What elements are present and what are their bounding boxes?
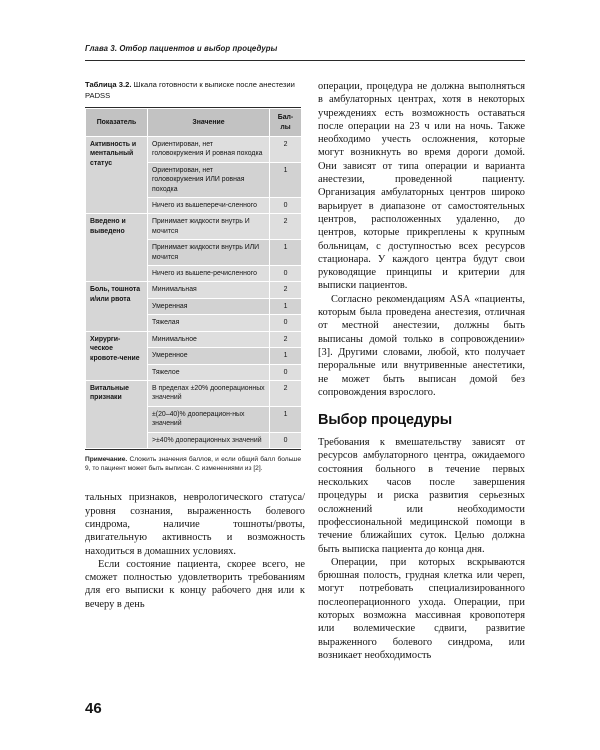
table-row xyxy=(86,282,302,298)
paragraph-right-3: Требования к вмешательству зависят от ресурсов амбулаторного центра, ожидаемого состояния больного в течение первых нескольких часов после завершения процедуры и риска развития серьезных осложнений или необходимости профессиональной медицинской помощи в течение ближайших суток. Целью должна быть выписка пациента до конца дня. xyxy=(318,437,525,555)
table-row xyxy=(86,214,302,240)
table-cell-value: Ориентирован, нет головокружения И ровная походка xyxy=(148,137,270,163)
table-header xyxy=(86,109,302,137)
right-column xyxy=(318,80,525,662)
paragraph-right-2: Согласно рекомендациям ASA «пациенты, которым была проведена анестезия, отличная от местной анестезии, должны быть выписаны домой только в сопровождении» [3]. Другими словами, любой, кто получает пероральные или внутривенные анестетики, не может быть выписан домой без сопровождения взрослого. xyxy=(318,293,525,398)
paragraph-left-1: тальных признаков, неврологического статуса/уровня сознания, выраженность болевого синдрома, наличие тошноты/рвоты, двигательную активность и возможность находиться в домашних условиях. xyxy=(85,492,305,557)
table-note-label: Примечание. xyxy=(85,455,128,463)
table-cell-value: Тяжелая xyxy=(148,315,270,331)
table-cell-points: 2 xyxy=(270,214,302,240)
table-cell-points: 2 xyxy=(270,282,302,298)
table-row xyxy=(86,331,302,347)
table-row xyxy=(86,380,302,406)
table-cell-points: 1 xyxy=(270,406,302,432)
table-cell-points: 0 xyxy=(270,364,302,380)
table-note-text: Сложить значения баллов, и если общий балл больше 9, то пациент может быть выписан. С изменениями из [2]. xyxy=(85,455,301,473)
table-header-value: Значение xyxy=(148,109,270,137)
paragraph-left-2: Если состояние пациента, скорее всего, не сможет полностью удовлетворить требованиям для его выписки к концу рабочего дня или к вечеру в день xyxy=(85,558,305,610)
table-cell-parameter: Боль, тошнота и/или рвота xyxy=(86,282,148,331)
table-header-parameter: Показатель xyxy=(86,109,148,137)
table-cell-points: 2 xyxy=(270,380,302,406)
table-cell-points: 0 xyxy=(270,198,302,214)
left-column xyxy=(85,80,305,611)
table-row xyxy=(86,137,302,163)
table-header-points xyxy=(270,109,302,137)
table-caption-text: Шкала готовности к выписке после анестезии PADSS xyxy=(85,80,295,100)
running-head-rule xyxy=(85,60,525,61)
paragraph-right-4: Операции, при которых вскрываются брюшная полость, грудная клетка или череп, могут потребовать специализированного послеоперационного ухода. Операции, при которых возможна массивная кровопотеря или волемические сдвиги, развитие выраженного болевого синдрома, или возникает необходимость xyxy=(318,556,525,661)
table-cell-value: Ориентирован, нет головокружения ИЛИ ровная походка xyxy=(148,162,270,197)
section-heading: Выбор процедуры xyxy=(318,412,452,429)
table-cell-value: Умеренная xyxy=(148,298,270,314)
table-cell-value: В пределах ±20% дооперационных значений xyxy=(148,380,270,406)
table-header-points-line1: Бал- xyxy=(277,114,294,122)
table-cell-value: >±40% дооперационных значений xyxy=(148,432,270,448)
table-cell-value: Принимает жидкости внутрь И мочится xyxy=(148,214,270,240)
table-cell-value: ±(20–40)% дооперацион-ных значений xyxy=(148,406,270,432)
table-cell-parameter: Введено и выведено xyxy=(86,214,148,282)
table-header-row xyxy=(86,109,302,137)
table-bottom-rule xyxy=(85,449,301,450)
table-cell-parameter: Витальные признаки xyxy=(86,380,148,448)
paragraph-right-1: операции, процедура не должна выполняться в амбулаторных центрах, хотя в некоторых учреждениях есть возможность оставаться после операции на 23 ч или на ночь. Также необходимо учесть осложнения, которые могут возникнуть во время дороги домой. Они зависят от типа операции и варианта анестезии, проведенной пациенту. Организация амбулаторных центров широко варьирует в диапазоне от самостоятельных центров, расположенных удаленно, до центров, которые прикреплены к крупным больницам, с доступностью всех ресурсов стационара. У каждого центра будут свои руководящие принципы и критерии для выписки пациентов. xyxy=(318,81,525,292)
table-cell-points: 1 xyxy=(270,348,302,364)
table-cell-value: Минимальное xyxy=(148,331,270,347)
table-cell-value: Ничего из вышеперечи-сленного xyxy=(148,198,270,214)
table-cell-points: 0 xyxy=(270,432,302,448)
left-body-text xyxy=(85,491,305,611)
table-cell-value: Умеренное xyxy=(148,348,270,364)
table-cell-points: 1 xyxy=(270,162,302,197)
table-cell-value: Минимальная xyxy=(148,282,270,298)
table-cell-points: 0 xyxy=(270,315,302,331)
table-cell-points: 2 xyxy=(270,331,302,347)
table-caption xyxy=(85,80,305,101)
running-head: Глава 3. Отбор пациентов и выбор процедуры xyxy=(85,44,278,53)
table-caption-label: Таблица 3.2. xyxy=(85,80,132,89)
page-number: 46 xyxy=(85,700,102,717)
table-cell-parameter: Активность и ментальный статус xyxy=(86,137,148,214)
padss-table xyxy=(85,108,302,449)
table-cell-points: 2 xyxy=(270,137,302,163)
table-cell-parameter: Хирурги-ческое кровоте-чение xyxy=(86,331,148,380)
table-cell-value: Тяжелое xyxy=(148,364,270,380)
table-cell-points: 0 xyxy=(270,266,302,282)
table-cell-points: 1 xyxy=(270,240,302,266)
table-cell-points: 1 xyxy=(270,298,302,314)
table-cell-value: Принимает жидкости внутрь ИЛИ мочится xyxy=(148,240,270,266)
table-header-points-line2: лы xyxy=(280,123,291,131)
table-body xyxy=(86,137,302,449)
table-note xyxy=(85,455,301,473)
table-cell-value: Ничего из вышепе-речисленного xyxy=(148,266,270,282)
